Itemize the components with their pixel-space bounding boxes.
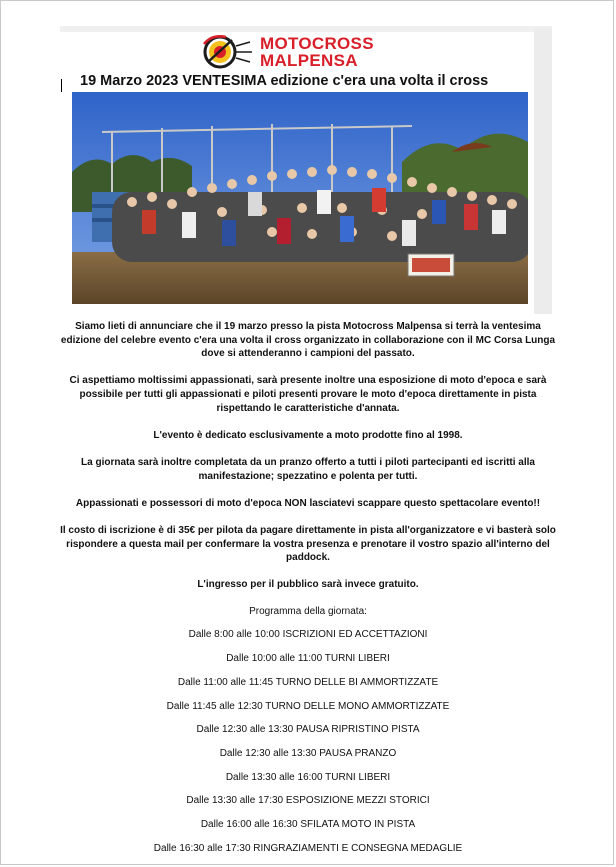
schedule-item: Dalle 16:00 alle 16:30 SFILATA MOTO IN PISTA xyxy=(200,819,416,831)
text-cursor xyxy=(61,79,62,92)
event-headline: 19 Marzo 2023 VENTESIMA edizione c'era una volta il cross xyxy=(80,73,489,89)
logo-title-line1: MOTOCROSS xyxy=(260,34,374,53)
schedule-item: Dalle 12:30 alle 13:30 PAUSA RIPRISTINO PISTA xyxy=(196,724,420,736)
schedule-item: Dalle 13:30 alle 17:30 ESPOSIZIONE MEZZI STORICI xyxy=(186,795,430,807)
motocross-malpensa-logo xyxy=(198,32,408,72)
schedule-item: Dalle 11:00 alle 11:45 TURNO DELLE BI AMMORTIZZATE xyxy=(177,676,439,688)
paragraph-bikes-limit: L'evento è dedicato esclusivamente a moto prodotte fino al 1998. xyxy=(153,429,463,441)
logo-title-line2: MALPENSA xyxy=(260,51,358,70)
motocross-emblem-icon xyxy=(198,32,256,72)
group-photo-illustration xyxy=(72,92,528,304)
paragraph-exhibition: Ci aspettiamo moltissimi appassionati, sarà presente inoltre una esposizione di moto d'epoca e sarà possibile per tutti gli appassionati e piloti presenti provare le moto d'epoca direttamente in pista rispettando le caratteristiche d'annata. xyxy=(69,375,547,414)
paragraph-public-entry: L'ingresso per il pubblico sarà invece gratuito. xyxy=(197,579,419,591)
schedule-title: Programma della giornata: xyxy=(249,606,367,618)
announcement-body xyxy=(56,320,560,866)
event-group-photo xyxy=(72,92,528,304)
paragraph-intro: Siamo lieti di annunciare che il 19 marzo presso la pista Motocross Malpensa si terrà la ventesima edizione del celebre evento c'era una volta il cross organizzato in collaborazione con il MC Corsa Lunga dove si attenderanno i campioni del passato. xyxy=(60,321,556,360)
schedule-item: Dalle 13:30 alle 16:00 TURNI LIBERI xyxy=(225,771,391,783)
schedule-item: Dalle 10:00 alle 11:00 TURNI LIBERI xyxy=(226,653,390,665)
paragraph-lunch: La giornata sarà inoltre completata da un pranzo offerto a tutti i piloti partecipanti ed iscritti alla manifestazione; spezzatino e polenta per tutti. xyxy=(81,456,535,482)
schedule-item: Dalle 11:45 alle 12:30 TURNO DELLE MONO AMMORTIZZATE xyxy=(166,700,450,712)
paragraph-call-to-action: Appassionati e possessori di moto d'epoca NON lasciatevi scappare questo spettacolare evento!! xyxy=(75,497,541,509)
paragraph-registration-cost: Il costo di iscrizione è di 35€ per pilota da pagare direttamente in pista all'organizzatore e vi basterà solo rispondere a questa mail per confermare la vostra presenza e prenotare il vostro spazio all'interno del paddock. xyxy=(60,524,556,564)
page-shadow-right xyxy=(534,28,552,314)
schedule-item: Dalle 8:00 alle 10:00 ISCRIZIONI ED ACCETTAZIONI xyxy=(188,629,428,641)
schedule-item: Dalle 16:30 alle 17:30 RINGRAZIAMENTI E CONSEGNA MEDAGLIE xyxy=(153,842,463,854)
schedule-item: Dalle 12:30 alle 13:30 PAUSA PRANZO xyxy=(219,747,397,759)
